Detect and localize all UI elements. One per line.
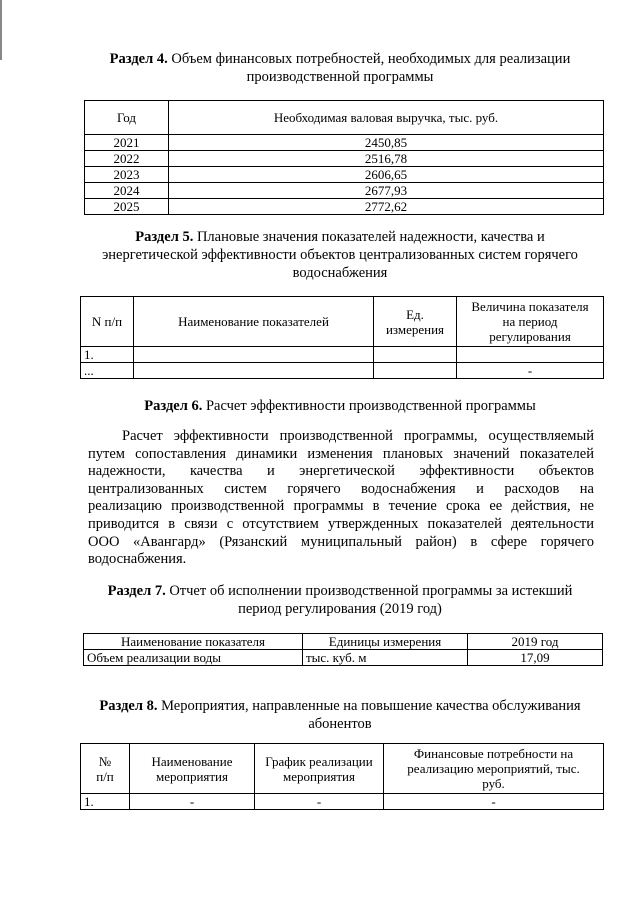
unit-cell: [374, 347, 457, 363]
table-row: [85, 167, 604, 183]
revenue-cell: 2516,78: [169, 151, 604, 167]
schedule-cell: -: [255, 794, 384, 810]
section5-label: Раздел 5.: [135, 229, 194, 245]
section5-title-line2: энергетической эффективности объектов централизованных систем горячего: [102, 247, 578, 263]
indicator-cell: [134, 347, 374, 363]
year-cell: 2023: [85, 167, 169, 183]
section6-paragraph: [88, 428, 594, 569]
table-header-row: [85, 101, 604, 135]
paragraph-line: путем сопоставления динамики изменения плановых значений показателей: [88, 445, 594, 462]
section7-title-line2: период регулирования (2019 год): [238, 601, 442, 617]
year-cell: 2022: [85, 151, 169, 167]
value-cell: -: [457, 363, 604, 379]
header-unit: Ед. измерения: [374, 297, 457, 347]
header-indicator-name: Наименование показателей: [134, 297, 374, 347]
paragraph-line: Расчет эффективности производственной программы, осуществляемый: [122, 428, 594, 444]
header-year: 2019 год: [468, 634, 603, 650]
section4-table: [84, 100, 604, 215]
section5-title-line3: водоснабжения: [292, 265, 388, 281]
scan-edge-line: [0, 0, 2, 60]
num-cell: ...: [81, 363, 134, 379]
indicator-cell: Объем реализации воды: [84, 650, 303, 666]
section8-title-line2: абонентов: [308, 716, 372, 732]
section4-title-line2: производственной программы: [246, 69, 434, 85]
section8-title-line1: Мероприятия, направленные на повышение качества обслуживания: [161, 698, 581, 714]
paragraph-line: приводится в связи с отсутствием утвержденных показателей деятельности: [88, 515, 594, 532]
header-financial-needs: Финансовые потребности на реализацию мероприятий, тыс. руб.: [384, 744, 604, 794]
header-num: № п/п: [81, 744, 130, 794]
indicator-cell: [134, 363, 374, 379]
paragraph-line: централизованных систем горячего водоснабжения и расходов на: [88, 480, 594, 497]
section7-heading: [80, 582, 600, 618]
section4-heading: [80, 50, 600, 86]
table-row: [81, 363, 604, 379]
header-unit: Единицы измерения: [303, 634, 468, 650]
table-header-row: [84, 634, 603, 650]
paragraph-line: надежности, качества и энергетической эффективности объектов: [88, 463, 594, 480]
section7-label: Раздел 7.: [107, 583, 166, 599]
table-row: [85, 151, 604, 167]
header-revenue: Необходимая валовая выручка, тыс. руб.: [169, 101, 604, 135]
section6-label: Раздел 6.: [144, 398, 203, 414]
header-indicator: Наименование показателя: [84, 634, 303, 650]
section4-label: Раздел 4.: [109, 51, 168, 67]
section5-title-line1: Плановые значения показателей надежности, качества и: [196, 229, 545, 245]
unit-cell: [374, 363, 457, 379]
header-value: Величина показателя на период регулирования: [457, 297, 604, 347]
paragraph-line: ООО «Авангард» (Рязанский муниципальный район) в сфере горячего: [88, 533, 594, 550]
financial-cell: -: [384, 794, 604, 810]
table-header-row: [81, 744, 604, 794]
table-row: [84, 650, 603, 666]
header-year: Год: [85, 101, 169, 135]
section6-title: Расчет эффективности производственной программы: [205, 398, 536, 414]
year-cell: 2021: [85, 135, 169, 151]
paragraph-line: реализацию производственной программы в течение срока ее действия, не: [88, 498, 594, 515]
table-row: [81, 794, 604, 810]
header-schedule: График реализации мероприятия: [255, 744, 384, 794]
year-cell: 2025: [85, 199, 169, 215]
section8-table: [80, 743, 604, 810]
table-row: [85, 199, 604, 215]
num-cell: 1.: [81, 794, 130, 810]
measure-cell: -: [130, 794, 255, 810]
table-row: [85, 135, 604, 151]
section7-table: [83, 633, 603, 666]
unit-cell: тыс. куб. м: [303, 650, 468, 666]
revenue-cell: 2450,85: [169, 135, 604, 151]
table-row: [81, 347, 604, 363]
section8-heading: [80, 697, 600, 733]
section6-heading: [80, 397, 600, 415]
num-cell: 1.: [81, 347, 134, 363]
section7-title-line1: Отчет об исполнении производственной программы за истекший: [169, 583, 573, 599]
section5-table: [80, 296, 604, 379]
header-num: N п/п: [81, 297, 134, 347]
header-measure-name: Наименование мероприятия: [130, 744, 255, 794]
table-header-row: [81, 297, 604, 347]
section8-label: Раздел 8.: [99, 698, 158, 714]
revenue-cell: 2677,93: [169, 183, 604, 199]
section5-heading: [80, 228, 600, 282]
year-cell: 2024: [85, 183, 169, 199]
section4-title-line1: Объем финансовых потребностей, необходимых для реализации: [171, 51, 571, 67]
paragraph-line: водоснабжения.: [88, 551, 187, 568]
revenue-cell: 2606,65: [169, 167, 604, 183]
table-row: [85, 183, 604, 199]
value-cell: 17,09: [468, 650, 603, 666]
value-cell: [457, 347, 604, 363]
revenue-cell: 2772,62: [169, 199, 604, 215]
